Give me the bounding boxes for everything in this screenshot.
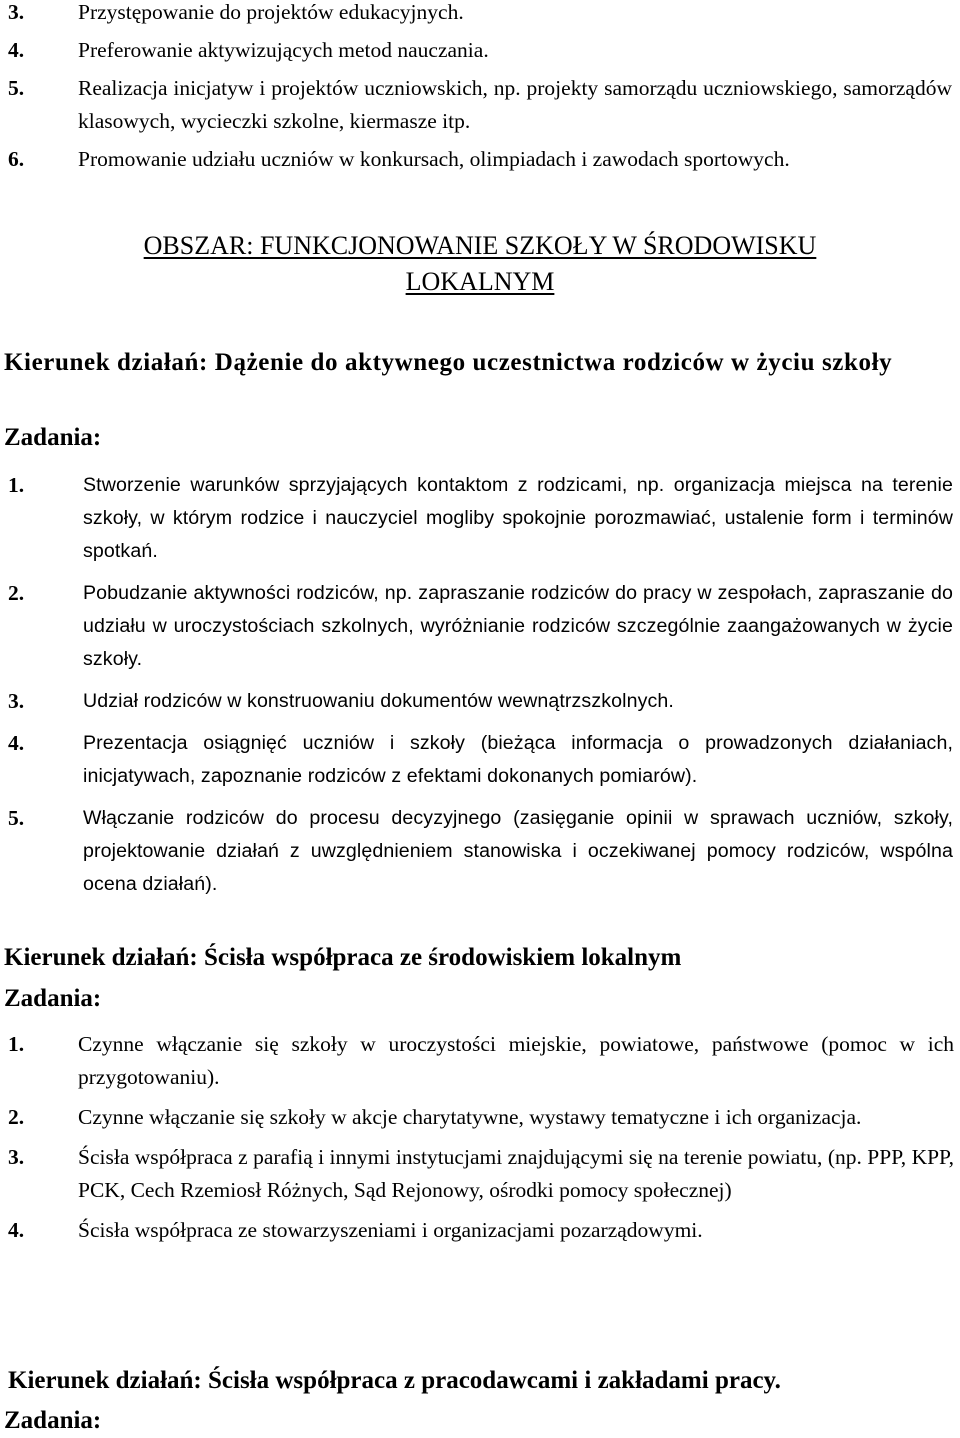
- list-number: 3.: [8, 689, 25, 713]
- task-list-continued: [8, 0, 952, 181]
- list-item: [8, 1101, 954, 1134]
- tasks-label: Zadania:: [4, 1407, 102, 1434]
- list-item: [8, 1214, 954, 1247]
- list-text: Czynne włączanie się szkoły w akcje charytatywne, wystawy tematyczne i ich organizacja.: [78, 1105, 862, 1129]
- list-number: 5.: [8, 806, 25, 830]
- tasks-label: Zadania:: [4, 985, 102, 1012]
- list-text: Ścisła współpraca z parafią i innymi instytucjami znajdującymi się na terenie powiatu, (np. PPP, KPP, PCK, Cech Rzemiosł Różnych, Sąd Rejonowy, ośrodki pomocy społecznej): [78, 1145, 954, 1202]
- list-text: Realizacja inicjatyw i projektów uczniowskich, np. projekty samorządu uczniowskiego, samorządów klasowych, wycieczki szkolne, kiermasze itp.: [78, 76, 952, 133]
- area-heading-line: OBSZAR: FUNKCJONOWANIE SZKOŁY W ŚRODOWISKU: [143, 231, 817, 260]
- list-text: Promowanie udziału uczniów w konkursach, olimpiadach i zawodach sportowych.: [78, 147, 790, 171]
- list-text: Ścisła współpraca ze stowarzyszeniami i organizacjami pozarządowymi.: [78, 1218, 703, 1242]
- list-item: [8, 577, 953, 676]
- list-text: Preferowanie aktywizujących metod nauczania.: [78, 38, 489, 62]
- list-number: 3.: [8, 1145, 25, 1169]
- list-item: [8, 1028, 954, 1094]
- area-heading: [60, 228, 900, 300]
- list-number: 1.: [8, 1032, 25, 1056]
- list-number: 4.: [8, 731, 25, 755]
- list-number: 2.: [8, 581, 25, 605]
- list-item: [8, 34, 952, 67]
- list-number: 5.: [8, 76, 25, 100]
- list-item: [8, 802, 953, 901]
- tasks-label: Zadania:: [4, 424, 102, 451]
- list-text: Włączanie rodziców do procesu decyzyjnego (zasięganie opinii w sprawach uczniów, szkoły, projektowanie działań z uwzględnieniem stanowiska i oczekiwanej pomocy rodziców, wspólna ocena działań).: [83, 807, 953, 895]
- task-list-parents: [8, 469, 953, 910]
- list-text: Prezentacja osiągnięć uczniów i szkoły (bieżąca informacja o prowadzonych działaniach, inicjatywach, zapoznanie rodziców z efektami dokonanych pomiarów).: [83, 732, 953, 787]
- list-number: 3.: [8, 0, 25, 24]
- list-number: 2.: [8, 1105, 25, 1129]
- list-text: Przystępowanie do projektów edukacyjnych.: [78, 0, 464, 24]
- list-item: [8, 143, 952, 176]
- list-text: Stworzenie warunków sprzyjających kontaktom z rodzicami, np. organizacja miejsca na terenie szkoły, w którym rodzice i nauczyciel mogliby spokojnie porozmawiać, ustalenie form i terminów spotkań.: [83, 474, 953, 562]
- list-number: 4.: [8, 1218, 25, 1242]
- list-number: 6.: [8, 147, 25, 171]
- direction-heading: Kierunek działań: Ścisła współpraca ze środowiskiem lokalnym: [4, 944, 682, 971]
- area-heading-line: LOKALNYM: [405, 267, 555, 296]
- list-item: [8, 72, 952, 138]
- list-number: 1.: [8, 473, 25, 497]
- direction-heading: Kierunek działań: Dążenie do aktywnego uczestnictwa rodziców w życiu szkoły: [4, 349, 893, 376]
- task-list-community: [8, 1028, 954, 1254]
- list-number: 4.: [8, 38, 25, 62]
- list-item: [8, 727, 953, 793]
- direction-heading: Kierunek działań: Ścisła współpraca z pracodawcami i zakładami pracy.: [8, 1367, 781, 1394]
- list-text: Czynne włączanie się szkoły w uroczystości miejskie, powiatowe, państwowe (pomoc w ich przygotowaniu).: [78, 1032, 954, 1089]
- list-text: Pobudzanie aktywności rodziców, np. zapraszanie rodziców do pracy w zespołach, zapraszanie do udziału w uroczystościach szkolnych, wyróżnianie rodziców szczególnie zaangażowanych w życie szkoły.: [83, 582, 953, 670]
- list-item: [8, 0, 952, 29]
- list-item: [8, 685, 953, 718]
- list-item: [8, 1141, 954, 1207]
- list-item: [8, 469, 953, 568]
- list-text: Udział rodziców w konstruowaniu dokumentów wewnątrzszkolnych.: [83, 690, 674, 712]
